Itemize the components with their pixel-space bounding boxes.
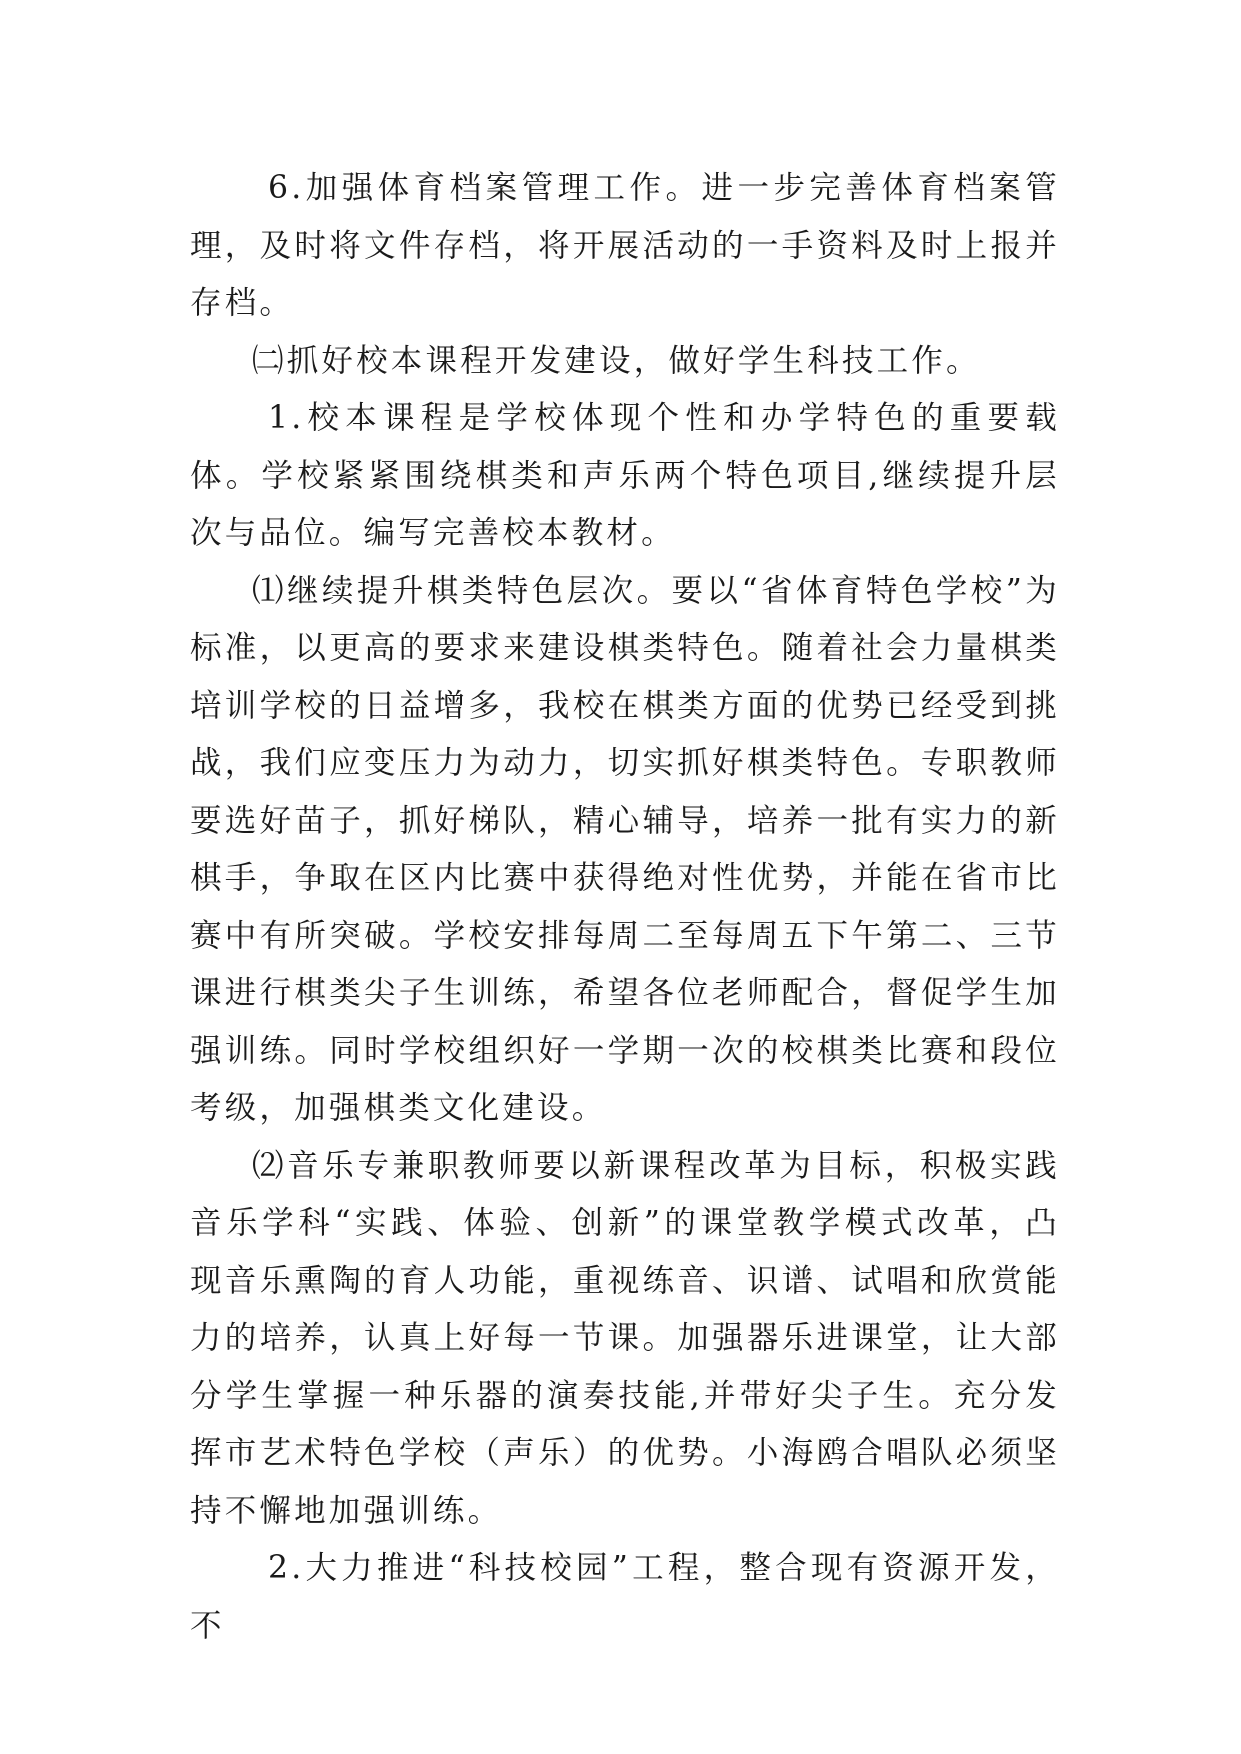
section-heading-school-curriculum: ㈡抓好校本课程开发建设，做好学生科技工作。: [252, 342, 981, 379]
document-body: [190, 160, 1060, 1655]
paragraph-chess-feature: ⑴继续提升棋类特色层次。要以“省体育特色学校”为标准，以更高的要求来建设棋类特色。随着社会力量棋类培训学校的日益增多，我校在棋类方面的优势已经受到挑战，我们应变压力为动力，切实抓好棋类特色。专职教师要选好苗子，抓好梯队，精心辅导，培养一批有实力的新棋手，争取在区内比赛中获得绝对性优势，并能在省市比赛中有所突破。学校安排每周二至每周五下午第二、三节课进行棋类尖子生训练，希望各位老师配合，督促学生加强训练。同时学校组织好一学期一次的校棋类比赛和段位考级，加强棋类文化建设。: [190, 572, 1060, 1126]
paragraph-archive-management: 6.加强体育档案管理工作。进一步完善体育档案管理，及时将文件存档，将开展活动的一手资料及时上报并存档。: [190, 170, 1060, 321]
paragraph-music-teaching: ⑵音乐专兼职教师要以新课程改革为目标，积极实践音乐学科“实践、体验、创新”的课堂教学模式改革，凸现音乐熏陶的育人功能，重视练音、识谱、试唱和欣赏能力的培养，认真上好每一节课。加强器乐进课堂，让大部分学生掌握一种乐器的演奏技能,并带好尖子生。充分发挥市艺术特色学校（声乐）的优势。小海鸥合唱队必须坚持不懈地加强训练。: [190, 1147, 1060, 1529]
paragraph-school-curriculum: 1.校本课程是学校体现个性和办学特色的重要载体。学校紧紧围绕棋类和声乐两个特色项目,继续提升层次与品位。编写完善校本教材。: [190, 400, 1060, 551]
paragraph-tech-campus: 2.大力推进“科技校园”工程，整合现有资源开发，不: [190, 1550, 1060, 1644]
